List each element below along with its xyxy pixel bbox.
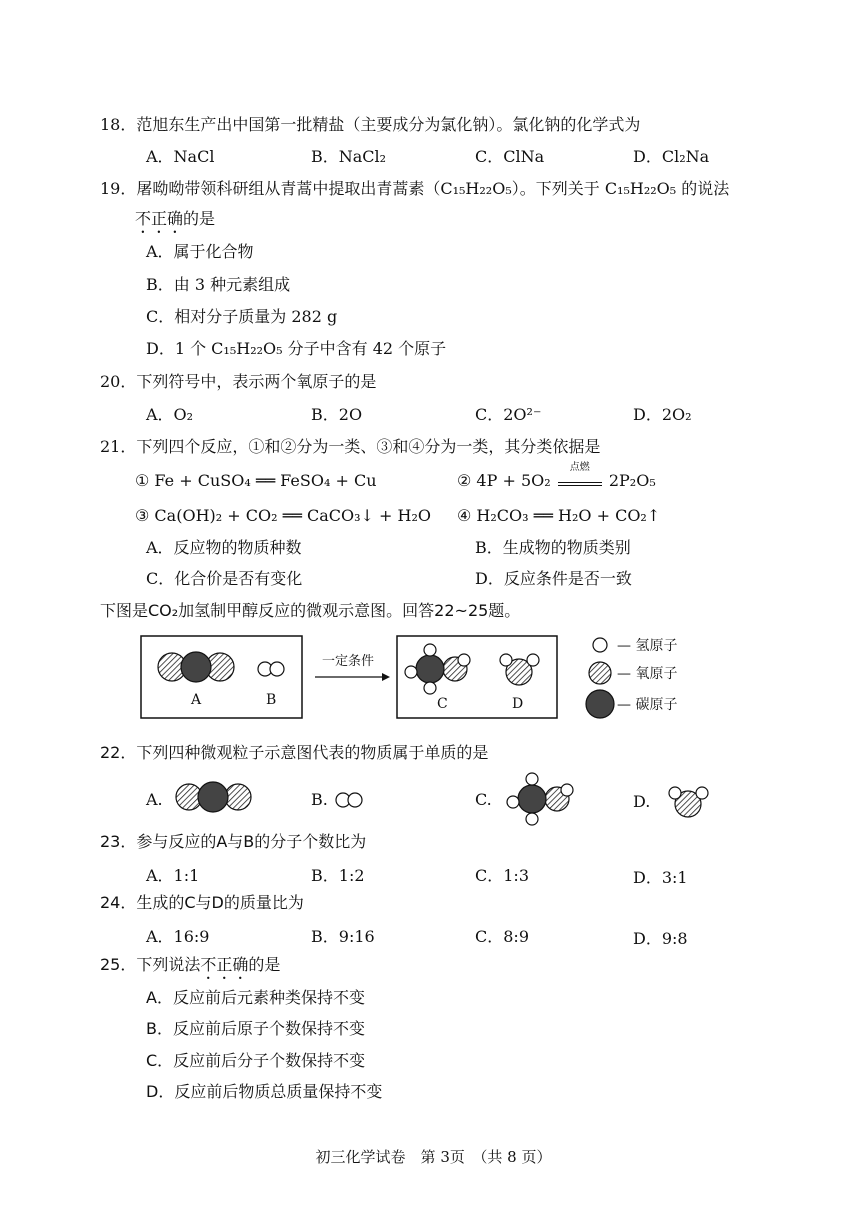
- q25-stem-tail: 的是: [248, 955, 281, 974]
- q25-stem: [100, 955, 280, 983]
- q25-option-c: C．反应前后分子个数保持不变: [146, 1051, 366, 1070]
- q22-d-hydrogen-2: [696, 787, 708, 799]
- label-b: B: [266, 692, 277, 708]
- q22-b-hydrogen-2: [348, 793, 362, 807]
- q21-reaction-2-right: 2P₂O₅: [608, 471, 656, 490]
- q20-option-d: D．2O₂: [633, 405, 692, 424]
- q22-option-b: B.: [311, 790, 328, 809]
- q22-option-d: D.: [633, 792, 651, 811]
- q18-stem: 18．范旭东生产出中国第一批精盐（主要成分为氯化钠）。氯化钠的化学式为: [100, 115, 641, 134]
- q18-option-a: A．NaCl: [146, 147, 215, 166]
- q20-option-c: C．2O²⁻: [475, 405, 542, 424]
- label-d: D: [512, 696, 524, 712]
- q22-c-hydrogen-left: [507, 796, 519, 808]
- legend-hydrogen: — 氢原子: [617, 638, 678, 654]
- q22-c-hydrogen-top: [526, 773, 538, 785]
- q19-stem-line1: 19．屠呦呦带领科研组从青蒿中提取出青蒿素（C₁₅H₂₂O₅）。下列关于 C₁₅H₂₂O₅ 的说法: [100, 179, 730, 198]
- reaction-condition: 一定条件: [322, 654, 375, 669]
- q24-option-c: C．8:9: [475, 927, 529, 946]
- q23-option-d: D．3:1: [633, 868, 688, 887]
- q21-reaction-3: ③ Ca(OH)₂ + CO₂ ══ CaCO₃↓ + H₂O: [135, 506, 431, 525]
- q21-option-c: C．化合价是否有变化: [146, 569, 303, 588]
- q21-option-b: B．生成物的物质类别: [475, 538, 631, 557]
- q20-option-b: B．2O: [311, 405, 363, 424]
- q22-option-c: C.: [475, 790, 492, 809]
- q22-stem: 22．下列四种微观粒子示意图代表的物质属于单质的是: [100, 743, 489, 762]
- q21-stem: 21．下列四个反应，①和②分为一类、③和④分为一类，其分类依据是: [100, 437, 601, 456]
- q25-option-b: B．反应前后原子个数保持不变: [146, 1019, 365, 1038]
- q19-option-d: D．1 个 C₁₅H₂₂O₅ 分子中含有 42 个原子: [146, 339, 447, 358]
- page-footer: 初三化学试卷 第 3页 （共 8 页）: [315, 1148, 552, 1166]
- q21-reaction-2-left: ② 4P + 5O₂: [457, 471, 551, 490]
- q19-option-a: A．属于化合物: [146, 242, 254, 261]
- label-a: A: [191, 692, 202, 708]
- diagram-intro: 下图是CO₂加氢制甲醇反应的微观示意图。回答22~25题。: [100, 601, 521, 620]
- q24-option-b: B．9:16: [311, 927, 375, 946]
- q21-option-d: D．反应条件是否一致: [475, 569, 632, 588]
- label-c: C: [437, 696, 448, 712]
- q24-option-a: A．16:9: [146, 927, 210, 946]
- q25-option-d: D．反应前后物质总质量保持不变: [146, 1082, 383, 1101]
- q22-c-carbon: [518, 785, 546, 813]
- q24-option-d: D．9:8: [633, 929, 688, 948]
- q19-option-c: C．相对分子质量为 282 g: [146, 307, 338, 326]
- q20-option-a: A．O₂: [146, 405, 194, 424]
- q20-stem: 20．下列符号中，表示两个氧原子的是: [100, 372, 377, 391]
- q19-emphasis: 不正确: [135, 209, 184, 228]
- q25-emphasis: 不正确: [200, 955, 249, 974]
- q18-option-b: B．NaCl₂: [311, 147, 387, 166]
- q22-option-a: A.: [146, 790, 163, 809]
- q19-stem-tail: 的是: [183, 209, 216, 228]
- q22-c-hydrogen-oh: [561, 784, 573, 796]
- q23-option-a: A．1:1: [146, 866, 200, 885]
- q21-reaction-1: ① Fe + CuSO₄ ══ FeSO₄ + Cu: [135, 471, 377, 490]
- q21-reaction-4: ④ H₂CO₃ ══ H₂O + CO₂↑: [457, 506, 661, 525]
- legend-oxygen: — 氧原子: [617, 666, 678, 682]
- q24-stem: 24．生成的C与D的质量比为: [100, 893, 304, 912]
- q21-reaction-2-condition: 点燃: [569, 462, 590, 473]
- q18-option-d: D．Cl₂Na: [633, 147, 710, 166]
- q18-option-c: C．ClNa: [475, 147, 545, 166]
- legend-carbon: — 碳原子: [617, 697, 678, 713]
- q23-option-b: B．1:2: [311, 866, 365, 885]
- q22-c-hydrogen-bottom: [526, 813, 538, 825]
- q25-option-a: A．反应前后元素种类保持不变: [146, 988, 365, 1007]
- q22-a-oxygen-right: [225, 784, 251, 810]
- q19-option-b: B．由 3 种元素组成: [146, 275, 291, 294]
- q21-option-a: A．反应物的物质种数: [146, 538, 302, 557]
- q23-stem: 23．参与反应的A与B的分子个数比为: [100, 832, 367, 851]
- q22-a-carbon: [198, 782, 228, 812]
- q25-stem-head: 25．下列说法: [100, 955, 201, 974]
- q22-d-hydrogen-1: [669, 787, 681, 799]
- q23-option-c: C．1:3: [475, 866, 529, 885]
